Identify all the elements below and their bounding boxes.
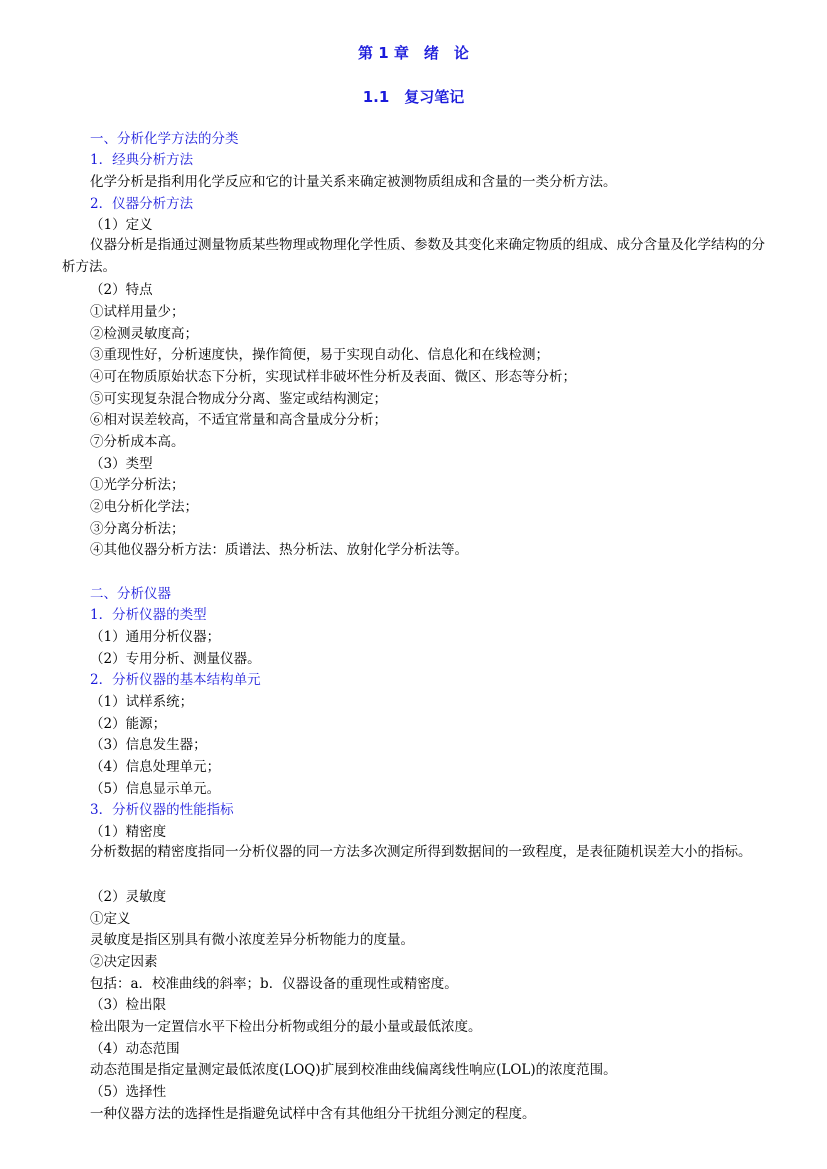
feature-item: ⑥相对误差较高，不适宜常量和高含量成分分析； xyxy=(90,412,387,428)
precision-label: （1）精密度 xyxy=(90,824,167,840)
feature-item: ④可在物质原始状态下分析，实现试样非破坏性分析及表面、微区、形态等分析； xyxy=(90,369,576,385)
definition-label: （1）定义 xyxy=(90,217,153,233)
list-item: （1）通用分析仪器； xyxy=(90,629,221,645)
part1-heading: 一、分析化学方法的分类 xyxy=(90,131,239,147)
chapter-title: 第 1 章 绪 论 xyxy=(358,44,469,62)
detection-limit-text: 检出限为一定置信水平下检出分析物或组分的最小量或最低浓度。 xyxy=(90,1019,482,1035)
part2-heading: 二、分析仪器 xyxy=(90,586,171,602)
part2-sub3-heading: 3．分析仪器的性能指标 xyxy=(90,802,234,818)
feature-item: ⑦分析成本高。 xyxy=(90,434,185,450)
selectivity-label: （5）选择性 xyxy=(90,1084,167,1100)
part2-sub2-heading: 2．分析仪器的基本结构单元 xyxy=(90,672,261,688)
list-item: （4）信息处理单元； xyxy=(90,759,221,775)
part1-sub2-heading: 2．仪器分析方法 xyxy=(90,196,194,212)
feature-item: ⑤可实现复杂混合物成分分离、鉴定或结构测定； xyxy=(90,391,387,407)
dynamic-range-text: 动态范围是指定量测定最低浓度(LOQ)扩展到校准曲线偏离线性响应(LOL)的浓度范围。 xyxy=(90,1062,617,1078)
sensitivity-factor-label: ②决定因素 xyxy=(90,954,158,970)
list-item: （3）信息发生器； xyxy=(90,737,207,753)
type-item: ②电分析化学法； xyxy=(90,499,198,515)
feature-item: ②检测灵敏度高； xyxy=(90,326,198,342)
sensitivity-factor-text: 包括：a．校准曲线的斜率；b．仪器设备的重现性或精密度。 xyxy=(90,976,458,992)
part1-sub1-text: 化学分析是指利用化学反应和它的计量关系来确定被测物质组成和含量的一类分析方法。 xyxy=(90,174,617,190)
sensitivity-label: （2）灵敏度 xyxy=(90,889,167,905)
dynamic-range-label: （4）动态范围 xyxy=(90,1041,180,1057)
type-item: ③分离分析法； xyxy=(90,521,185,537)
sensitivity-definition-text: 灵敏度是指区别具有微小浓度差异分析物能力的度量。 xyxy=(90,932,414,948)
precision-text: 分析数据的精密度指同一分析仪器的同一方法多次测定所得到数据间的一致程度，是表征随机误差大小的指标。 xyxy=(90,844,752,860)
selectivity-text: 一种仪器方法的选择性是指避免试样中含有其他组分干扰组分测定的程度。 xyxy=(90,1106,536,1122)
feature-item: ③重现性好，分析速度快，操作简便，易于实现自动化、信息化和在线检测； xyxy=(90,347,549,363)
type-item: ④其他仪器分析方法：质谱法、热分析法、放射化学分析法等。 xyxy=(90,542,468,558)
list-item: （1）试样系统； xyxy=(90,694,194,710)
section-title: 1.1 复习笔记 xyxy=(362,88,465,106)
list-item: （2）能源； xyxy=(90,716,167,732)
part1-sub1-heading: 1．经典分析方法 xyxy=(90,152,194,168)
types-label: （3）类型 xyxy=(90,456,153,472)
list-item: （2）专用分析、测量仪器。 xyxy=(90,651,261,667)
sensitivity-definition-label: ①定义 xyxy=(90,911,131,927)
list-item: （5）信息显示单元。 xyxy=(90,781,221,797)
part2-sub1-heading: 1．分析仪器的类型 xyxy=(90,607,207,623)
feature-item: ①试样用量少； xyxy=(90,304,185,320)
type-item: ①光学分析法； xyxy=(90,477,185,493)
features-label: （2）特点 xyxy=(90,282,153,298)
definition-text: 仪器分析是指通过测量物质某些物理或物理化学性质、参数及其变化来确定物质的组成、成分含量及化学结构的分析方法。 xyxy=(62,237,765,275)
detection-limit-label: （3）检出限 xyxy=(90,997,167,1013)
